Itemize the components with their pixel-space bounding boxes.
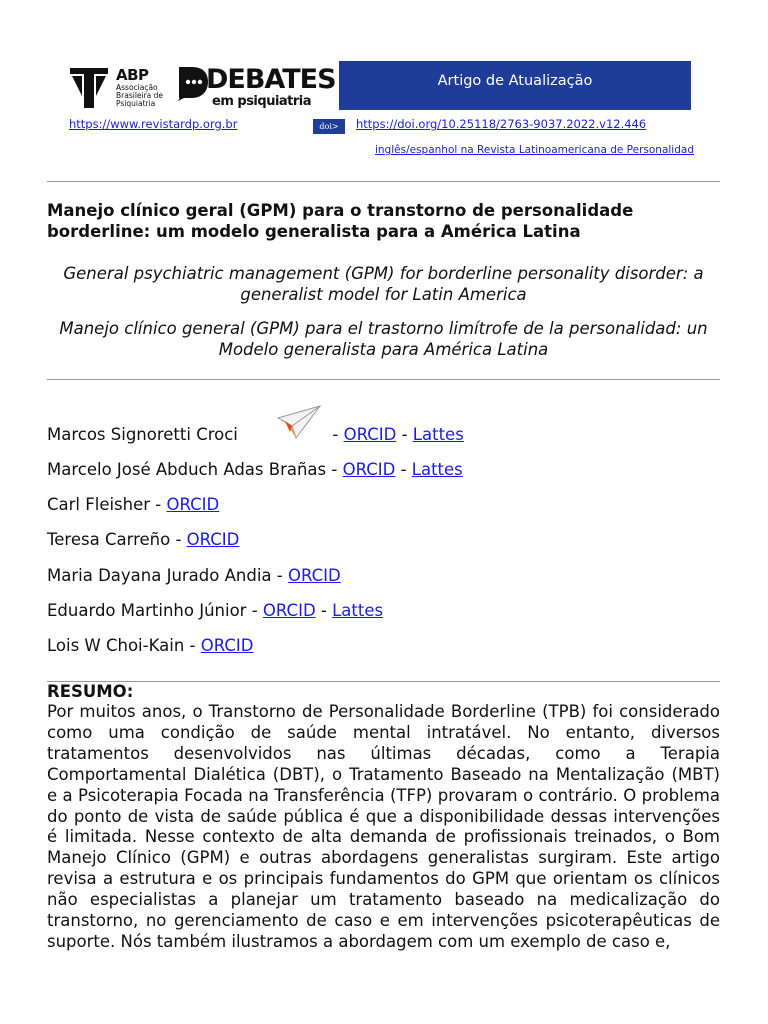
separator: - bbox=[175, 530, 187, 549]
lattes-link[interactable]: Lattes bbox=[412, 425, 464, 444]
author-name: Teresa Carreño bbox=[47, 530, 171, 549]
divider-middle bbox=[47, 379, 720, 380]
separator: - bbox=[331, 460, 343, 479]
article-type-banner: Artigo de Atualização bbox=[339, 61, 691, 110]
separator: - bbox=[401, 425, 413, 444]
author-row bbox=[47, 601, 383, 620]
lattes-link[interactable]: Lattes bbox=[332, 601, 384, 620]
divider-bottom bbox=[47, 681, 720, 682]
doi-link[interactable]: https://doi.org/10.25118/2763-9037.2022.v12.446 bbox=[356, 117, 647, 131]
title-english: General psychiatric management (GPM) for borderline personality disorder: a generalist model for Latin America bbox=[63, 264, 704, 304]
orcid-link[interactable]: ORCID bbox=[186, 530, 240, 549]
separator: - bbox=[189, 636, 201, 655]
separator: - bbox=[400, 460, 412, 479]
abstract-text: Por muitos anos, o Transtorno de Personalidade Borderline (TPB) foi considerado como uma condição de saúde mental intratável. No entanto, diversos tratamentos desenvolvidos nas últimas décadas, como a Terapia Comportamental Dialética (DBT), o Tratamento Baseado na Mentalização (MBT) e a Psicoterapia Focada na Transferência (TFP) provaram o contrário. O problema do ponto de vista de saúde pública é que a disponibilidade dessas intervenções é limitada. Nesse contexto de alta demanda de profissionais treinados, o Bom Manejo Clínico (GPM) e outras abordagens generalistas surgiram. Este artigo revisa a estrutura e os principais fundamentos do GPM que orientam os clínicos não especialistas a planejar um tratamento baseado na medicalização do transtorno, no gerenciamento de caso e em intervenções psicoterapêuticas de suporte. Nós também ilustramos a abordagem com um exemplo de caso e, bbox=[47, 702, 720, 951]
author-name: Carl Fleisher bbox=[47, 495, 151, 514]
author-name: Marcos Signoretti Croci bbox=[47, 425, 238, 444]
author-row bbox=[47, 636, 253, 655]
divider-top bbox=[47, 181, 720, 182]
paper-plane-icon bbox=[276, 404, 322, 440]
author-name: Eduardo Martinho Júnior bbox=[47, 601, 247, 620]
separator: - bbox=[320, 601, 333, 620]
debates-logo-icon bbox=[176, 64, 210, 102]
journal-subtitle: em psiquiatria bbox=[212, 94, 312, 109]
journal-header bbox=[68, 60, 694, 160]
orcid-link[interactable]: ORCID bbox=[343, 425, 397, 444]
author-name: Lois W Choi-Kain bbox=[47, 636, 185, 655]
author-name: Marcelo José Abduch Adas Brañas bbox=[47, 460, 327, 479]
orcid-link[interactable]: ORCID bbox=[166, 495, 220, 514]
abstract-heading: RESUMO: bbox=[47, 682, 134, 701]
author-row bbox=[47, 530, 239, 549]
author-row bbox=[47, 460, 463, 479]
separator: - bbox=[332, 425, 344, 444]
translation-link[interactable]: inglês/espanhol na Revista Latinoamericana de Personalidad bbox=[374, 144, 694, 156]
website-link[interactable]: https://www.revistardp.org.br bbox=[69, 117, 238, 131]
author-row bbox=[47, 425, 464, 444]
journal-name: DEBATES bbox=[206, 64, 336, 95]
separator: - bbox=[276, 566, 288, 585]
abp-name: ABP bbox=[116, 66, 149, 84]
orcid-link[interactable]: ORCID bbox=[342, 460, 396, 479]
orcid-link[interactable]: ORCID bbox=[287, 566, 341, 585]
doi-badge: doi> bbox=[313, 119, 345, 134]
lattes-link[interactable]: Lattes bbox=[411, 460, 463, 479]
author-row bbox=[47, 495, 219, 514]
title-spanish: Manejo clínico general (GPM) para el trastorno limítrofe de la personalidad: un Modelo generalista para América Latina bbox=[59, 319, 708, 359]
author-name: Maria Dayana Jurado Andia bbox=[47, 566, 272, 585]
abp-subtitle: Associação Brasileira de Psiquiatria bbox=[116, 83, 164, 108]
abp-logo-icon bbox=[68, 66, 110, 110]
title-portuguese: Manejo clínico geral (GPM) para o transtorno de personalidade borderline: um modelo generalista para a América Latina bbox=[47, 201, 634, 241]
separator: - bbox=[155, 495, 167, 514]
author-row bbox=[47, 566, 341, 585]
orcid-link[interactable]: ORCID bbox=[262, 601, 316, 620]
separator: - bbox=[251, 601, 263, 620]
orcid-link[interactable]: ORCID bbox=[200, 636, 254, 655]
